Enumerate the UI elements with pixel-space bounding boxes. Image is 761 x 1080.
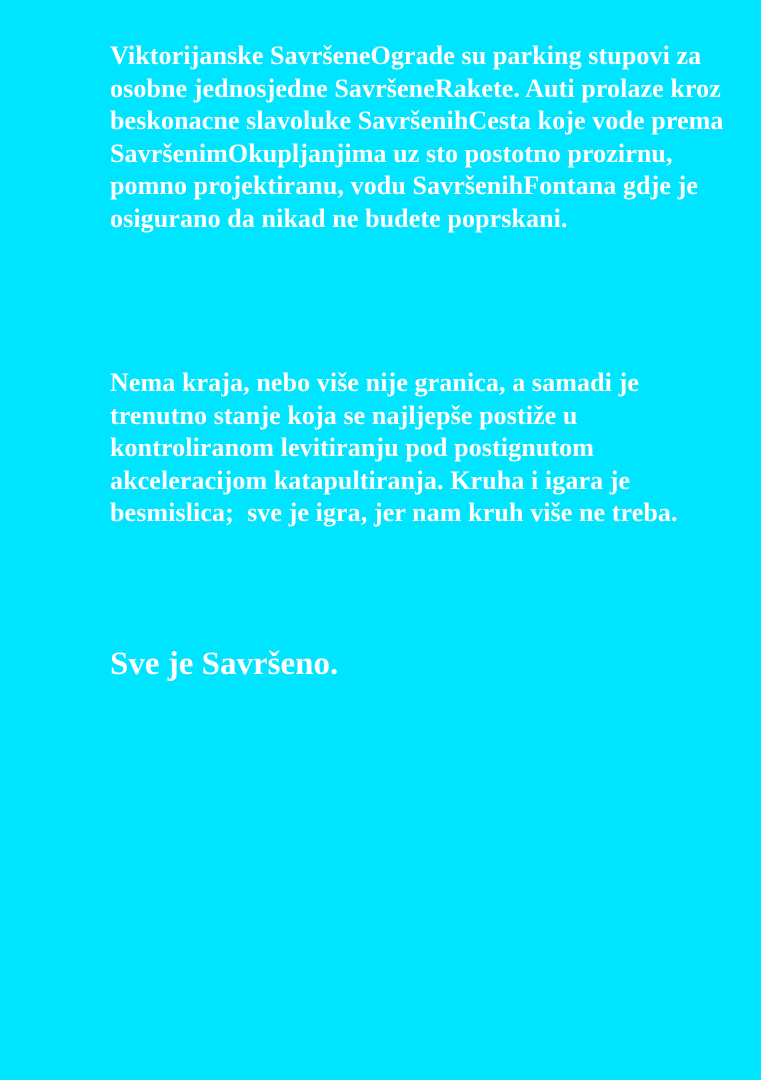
paragraph-1: Viktorijanske SavršeneOgrade su parking stupovi za osobne jednosjedne SavršeneRakete. Auti prolaze kroz beskonacne slavoluke SavršenihCesta koje vode prema SavršenimOkupljanjima uz sto postotno prozirnu, pomno projektiranu, vodu SavršenihFontana gdje je osigurano da nikad ne budete poprskani.	[110, 41, 731, 233]
paragraph-2: Nema kraja, nebo više nije granica, a samadi je trenutno stanje koja se najljepše postiže u kontroliranom levitiranju pod postignutom akceleracijom katapultiranja. Kruha i igara je besmislica; sve je igra, jer nam kruh više ne treba.	[110, 368, 678, 527]
closing-line: Sve je Savršeno.	[110, 646, 339, 682]
